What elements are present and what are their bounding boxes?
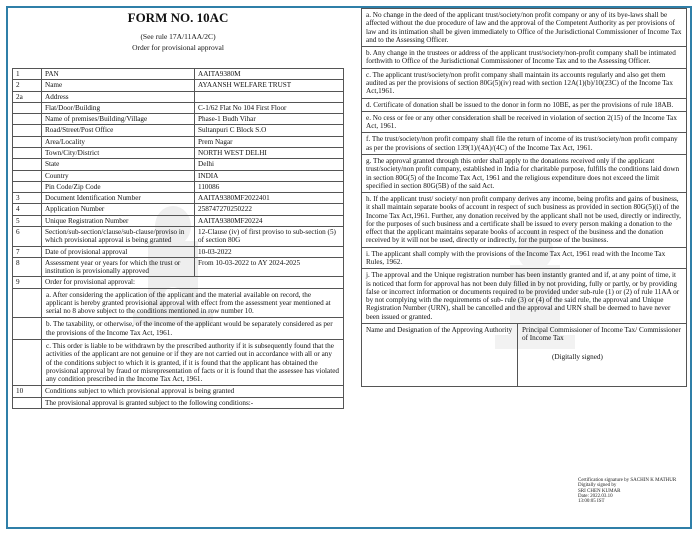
row-value: Prem Nagar (195, 136, 344, 147)
row-number: 3 (13, 193, 42, 204)
table-row (13, 69, 344, 80)
signature-line: SRI CHEN KUMAR (578, 488, 621, 494)
row-number (13, 136, 42, 147)
authority-label: Name and Designation of the Approving Authority (362, 324, 518, 387)
form-title: FORM NO. 10AC (127, 10, 229, 25)
row-label: Country (42, 170, 195, 181)
order-clause-c: c. This order is liable to be withdrawn by the prescribed authority if it is subsequently found that the activities of the applicant are not genuine or if they are not carried out in accordance with all or any of the conditions subject to which it is granted, if it is found that the applicant has obtained the provisional approval by fraud or misrepresentation of facts or it is found that the assessee has violated any condition prescribed in the Income Tax Act, 1961. (42, 340, 344, 386)
condition-item: d. Certificate of donation shall be issued to the donor in form no 10BE, as per the provisions of rule 18AB. (362, 98, 687, 111)
condition-item: g. The approval granted through this order shall apply to the donations received only if the applicant trust/society/non profit company, established in India for charitable purpose, fulfills the conditions laid down in section 80G(5) of the Income Tax Act, 1961 and the religious expenditure does not exceed the limit specified in section 80G(5B) of the said Act. (362, 154, 687, 192)
row-label: State (42, 159, 195, 170)
row-label: PAN (42, 69, 195, 80)
signature-line: Date: 2022.03.10 (578, 493, 613, 499)
row-value: 10-03-2022 (195, 246, 344, 257)
table-row (13, 80, 344, 91)
table-row (13, 91, 344, 102)
left-column (12, 8, 344, 409)
condition-item: j. The approval and the Unique registration number has been instantly granted and if, at any point of time, it is noticed that form for approval has not been duly filled in by not providing, fully or partly, or by providing false or incorrect information or documents required to be provided under sub-rule (1) or (2) of rule 11AA or by not complying with the requirements of sub- rule (3) or (4) of the said rule, the approval and Unique Registration Number (URN), shall be cancelled and the approval and URN shall be deemed to have never been issued or granted. (362, 269, 687, 324)
form-rule: (See rule 17A/11AA/2C) (140, 32, 216, 41)
row-number: 7 (13, 246, 42, 257)
row-label: Area/Locality (42, 136, 195, 147)
digital-signature-stamp (578, 478, 676, 504)
row-label: Date of provisional approval (42, 246, 195, 257)
table-row (13, 257, 344, 277)
row-value: C-1/62 Flat No 104 First Floor (195, 102, 344, 113)
row-label: Pin Code/Zip Code (42, 181, 195, 192)
form-subtitle: Order for provisional approval (132, 43, 224, 52)
row-label: Road/Street/Post Office (42, 125, 195, 136)
signature-line: Digitally signed by (578, 483, 617, 489)
row-value: Sultanpuri C Block S.O (195, 125, 344, 136)
table-row (362, 111, 687, 133)
row-number: 1 (13, 69, 42, 80)
digitally-signed-label: (Digitally signed) (552, 352, 603, 361)
condition-item: c. The applicant trust/society/non profit company shall maintain its accounts regularly and also get them audited as per the provisions of section 80G(5)(iv) read with section 12A(1)(b)/10(23C) of the Income Tax Act,1961. (362, 68, 687, 98)
condition-item: a. No change in the deed of the applicant trust/society/non profit company or any of its bye-laws shall be affected without the due procedure of law and the approval of the Competent Authority as per provisions of law and its intimation shall be given immediately to Office of the Jurisdictional Commissioner of Income Tax and to the Assessing Officer. (362, 9, 687, 47)
signature-line: 13:00:05 IST (578, 499, 605, 504)
authority-value: Principal Commissioner of Income Tax/ Commissioner of Income Tax (522, 326, 681, 343)
table-row (13, 125, 344, 136)
table-row (362, 47, 687, 69)
table-row (13, 397, 344, 408)
row-number: 8 (13, 257, 42, 277)
row-label: Name (42, 80, 195, 91)
order-clause-a: a. After considering the application of the applicant and the material available on record, the applicant is hereby granted provisional approval with effect from the assessment year mentioned at serial no 8 above subject to the conditions mentioned in row number 10. (42, 288, 344, 318)
table-row (13, 246, 344, 257)
condition-item: h. If the applicant trust/ society/ non profit company derives any income, being profits and gains of business, it shall maintain separate books of account in respect of such business as provided in section 80G(5)(i) of the Income Tax Act,1961. Further, any donation received by the applicant shall not be used, directly or indirectly, for the purposes of such business and a certificate shall be issued to every person making a donation to the effect that the applicant maintains separate books of account in respect of the business and the donation received by it will not be used, directly or indirectly, for the purpose of the business. (362, 193, 687, 248)
row-value: AYAANSH WELFARE TRUST (195, 80, 344, 91)
row-number (13, 125, 42, 136)
table-row (362, 154, 687, 192)
table-row (13, 386, 344, 397)
row-number: 2a (13, 91, 42, 102)
row-value: AAITA9380MF20224 (195, 215, 344, 226)
row-value: Delhi (195, 159, 344, 170)
row-number (13, 181, 42, 192)
row-label: Assessment year or years for which the trust or institution is provisionally approved (42, 257, 195, 277)
row-label: Name of premises/Building/Village (42, 114, 195, 125)
table-row (362, 247, 687, 269)
row-value: INDIA (195, 170, 344, 181)
row-value: From 10-03-2022 to AY 2024-2025 (195, 257, 344, 277)
table-row (362, 133, 687, 155)
row-number (13, 170, 42, 181)
table-row (13, 277, 344, 288)
row-label: Town/City/District (42, 147, 195, 158)
table-row (362, 269, 687, 324)
row-label: Unique Registration Number (42, 215, 195, 226)
table-row (13, 170, 344, 181)
table-row (13, 102, 344, 113)
table-row (362, 193, 687, 248)
row-label: Flat/Door/Building (42, 102, 195, 113)
row-value: 110086 (195, 181, 344, 192)
row-number: 6 (13, 226, 42, 246)
row-value: Phase-1 Budh Vihar (195, 114, 344, 125)
condition-item: f. The trust/society/non profit company shall file the return of income of its trust/society/non profit company as per the provisions of section 139(1)/(4A)/(4C) of the Income Tax Act, 1961. (362, 133, 687, 155)
table-row (13, 159, 344, 170)
table-row (362, 9, 687, 47)
table-row (362, 68, 687, 98)
row-label: Document Identification Number (42, 193, 195, 204)
table-row (362, 98, 687, 111)
table-row (13, 340, 344, 386)
signature-line: Certification signature by SACHIN K MATHUR (578, 478, 677, 483)
authority-cell (518, 324, 687, 387)
row-label: Address (42, 91, 195, 102)
table-row (13, 136, 344, 147)
row-value: AAITA9380M (195, 69, 344, 80)
row-number: 4 (13, 204, 42, 215)
row-value (195, 91, 344, 102)
order-clause-b: b. The taxability, or otherwise, of the income of the applicant would be separately considered as per the provisions of the Income Tax Act, 1961. (42, 318, 344, 340)
row-number: 10 (13, 386, 42, 397)
table-row (13, 226, 344, 246)
row-label: Application Number (42, 204, 195, 215)
table-row (13, 318, 344, 340)
conditions-table (361, 8, 687, 387)
row-label: Conditions subject to which provisional approval is being granted (42, 386, 344, 397)
table-row (13, 193, 344, 204)
row-number: 9 (13, 277, 42, 288)
table-row (13, 204, 344, 215)
condition-item: b. Any change in the trustees or address of the applicant trust/society/non-profit company shall be intimated forthwith to Office of the Jurisdictional Commissioner of Income Tax and to the Assessing Officer. (362, 47, 687, 69)
row-number (13, 147, 42, 158)
conditions-intro: The provisional approval is granted subject to the following conditions:- (42, 397, 344, 408)
row-number (13, 114, 42, 125)
row-number (13, 159, 42, 170)
row-value: 258747270250222 (195, 204, 344, 215)
right-column (361, 8, 687, 387)
table-row (13, 288, 344, 318)
row-number: 2 (13, 80, 42, 91)
row-label: Section/sub-section/clause/sub-clause/proviso in which provisional approval is being granted (42, 226, 195, 246)
table-row (13, 147, 344, 158)
details-table (12, 68, 344, 409)
condition-item: e. No cess or fee or any other consideration shall be received in violation of section 2(15) of the Income Tax Act, 1961. (362, 111, 687, 133)
row-number (13, 102, 42, 113)
row-value: AAITA9380MF2022401 (195, 193, 344, 204)
row-label: Order for provisional approval: (42, 277, 344, 288)
table-row (13, 181, 344, 192)
condition-item: i. The applicant shall comply with the provisions of the Income Tax Act, 1961 read with the Income Tax Rules, 1962. (362, 247, 687, 269)
table-row (362, 324, 687, 387)
table-row (13, 114, 344, 125)
row-number: 5 (13, 215, 42, 226)
row-value: NORTH WEST DELHI (195, 147, 344, 158)
row-value: 12-Clause (iv) of first proviso to sub-section (5) of section 80G (195, 226, 344, 246)
table-row (13, 215, 344, 226)
